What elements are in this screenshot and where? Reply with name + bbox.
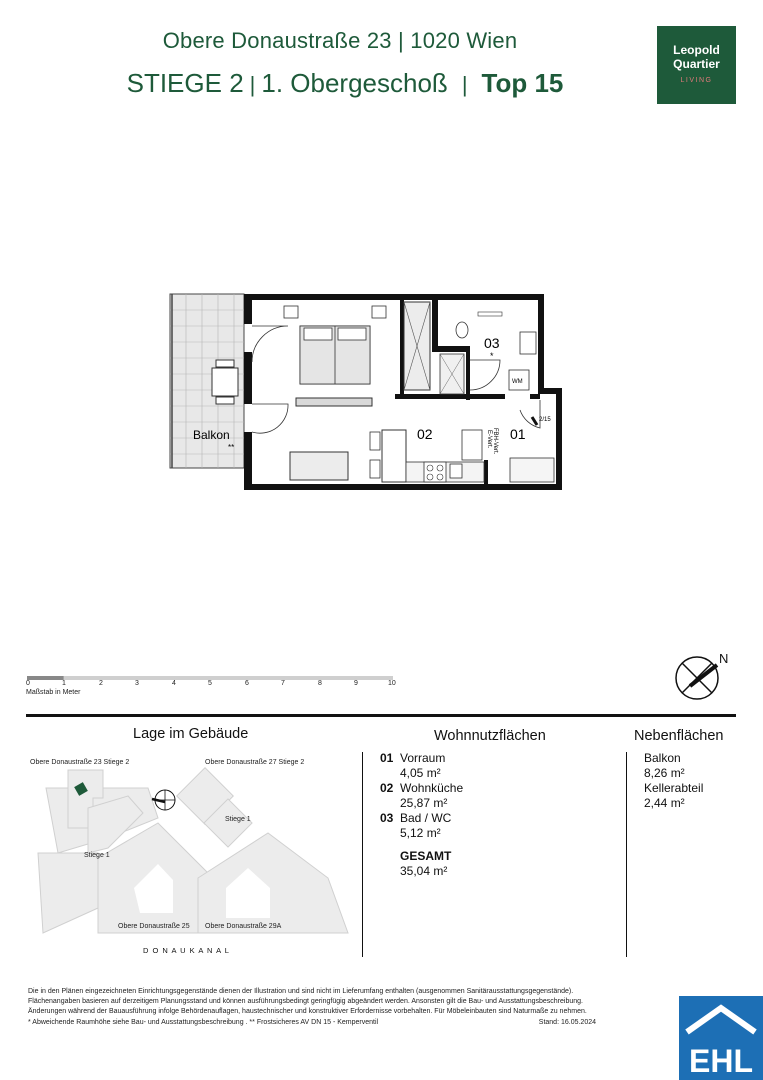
site-label-stiege1-left: Stiege 1 [84, 852, 110, 859]
area-value: 5,12 m² [400, 826, 441, 840]
area-item: 02 Wohnküche [380, 781, 464, 795]
stiege-label: STIEGE 2 [126, 68, 244, 98]
separator: | [461, 72, 468, 97]
column-divider [626, 752, 627, 957]
disclaimer-line: * Abweichende Raumhöhe siehe Bau- und Ausstattungsbeschreibung . ** Frostsicheres AV DN 15 - Kemperventil [28, 1018, 379, 1026]
room-03-mark: * [490, 351, 494, 361]
vorraum-closet [510, 458, 554, 482]
scale-tick: 7 [281, 680, 285, 687]
logo-line-3: LIVING [680, 77, 713, 84]
column-divider [362, 752, 363, 957]
disclaimer-last-row [28, 1018, 608, 1028]
bed [284, 306, 386, 384]
scale-tick: 2 [99, 680, 103, 687]
disclaimer [28, 987, 608, 1028]
room-01-label: 01 [510, 426, 526, 442]
ehl-text: EHL [689, 1043, 753, 1079]
site-label-od25: Obere Donaustraße 25 [118, 923, 190, 930]
top-label: Top 15 [481, 68, 564, 98]
disclaimer-line: Flächenangaben basieren auf derzeitigem Planungsstand und können ausführungsbedingt geringfügig abgeändert werden. Ansonsten gilt die Bau- und Ausstattungsbeschreibung. [28, 998, 583, 1006]
area-item: 01 Vorraum [380, 751, 446, 765]
desk [296, 398, 372, 406]
scale-tick: 6 [245, 680, 249, 687]
disclaimer-line: Änderungen während der Bauausführung infolge Behördenauflagen, haustechnischer und konstruktiver Erfordernisse vorbehalten. Für Möbeleinbauten sind Naturmaße zu nehmen. [28, 1008, 587, 1016]
room-02-label: 02 [417, 426, 433, 442]
ehl-logo [679, 996, 763, 1080]
scale-tick: 8 [318, 680, 322, 687]
sofa [290, 452, 348, 480]
logo-line-2: Quartier [673, 57, 720, 71]
area-value: 25,87 m² [400, 796, 448, 810]
balkon-label: Balkon [193, 428, 230, 442]
site-label-od29a: Obere Donaustraße 29A [205, 923, 282, 930]
scale-tick: 10 [388, 680, 396, 687]
area-item: 03 Bad / WC [380, 811, 452, 825]
scale-tick: 1 [62, 680, 66, 687]
canal-label: D O N A U K A N A L [143, 946, 230, 955]
section-wohn: Wohnnutzflächen [434, 728, 546, 744]
separator: | [249, 72, 256, 97]
section-neben: Nebenflächen [634, 728, 724, 744]
site-label-od23: Obere Donaustraße 23 Stiege 2 [30, 759, 130, 766]
e-vert-label: E-Vert. [486, 430, 492, 449]
scale-tick: 3 [135, 680, 139, 687]
scale-tick: 4 [172, 680, 176, 687]
floor-plan [160, 288, 570, 493]
disclaimer-line: Die in den Plänen eingezeichneten Einrichtungsgegenstände dienen der Illustration und sind nicht im Lieferumfang enthalten (ausgenommen Sanitärausstattungsgegenstände). [28, 988, 574, 995]
divider [26, 714, 736, 717]
scale-label: Maßstab in Meter [26, 689, 81, 696]
floor-label: 1. Obergeschoß [261, 68, 448, 98]
site-label-od27: Obere Donaustraße 27 Stiege 2 [205, 759, 305, 766]
address-heading: Obere Donaustraße 23 | 1020 Wien [162, 28, 518, 53]
unit-heading [0, 68, 690, 99]
balkon-mark: ** [228, 443, 235, 452]
site-plan [28, 758, 358, 948]
door-number: 2/15 [539, 417, 551, 423]
section-lage: Lage im Gebäude [133, 726, 249, 742]
scale-tick: 9 [354, 680, 358, 687]
wm-label: WM [512, 379, 523, 385]
neben-name: Kellerabteil [644, 781, 704, 795]
area-list [380, 751, 463, 879]
scale-bar [24, 674, 404, 698]
north-label: N [719, 651, 729, 666]
total-value: 35,04 m² [400, 864, 448, 878]
leopold-quartier-logo [657, 26, 736, 104]
stand-date: Stand: 16.05.2024 [538, 1018, 596, 1026]
dining-set [370, 430, 406, 482]
neben-list [644, 751, 703, 811]
room-03-label: 03 [484, 335, 500, 351]
fbh-label: FBH-Vert. [492, 428, 498, 455]
neben-name: Balkon [644, 751, 681, 765]
total-label: GESAMT [400, 849, 452, 863]
neben-value: 8,26 m² [644, 766, 685, 780]
area-value: 4,05 m² [400, 766, 441, 780]
logo-line-1: Leopold [673, 43, 720, 57]
neben-value: 2,44 m² [644, 796, 685, 810]
site-label-stiege1-right: Stiege 1 [225, 816, 251, 823]
scale-tick: 0 [26, 680, 30, 687]
scale-tick: 5 [208, 680, 212, 687]
